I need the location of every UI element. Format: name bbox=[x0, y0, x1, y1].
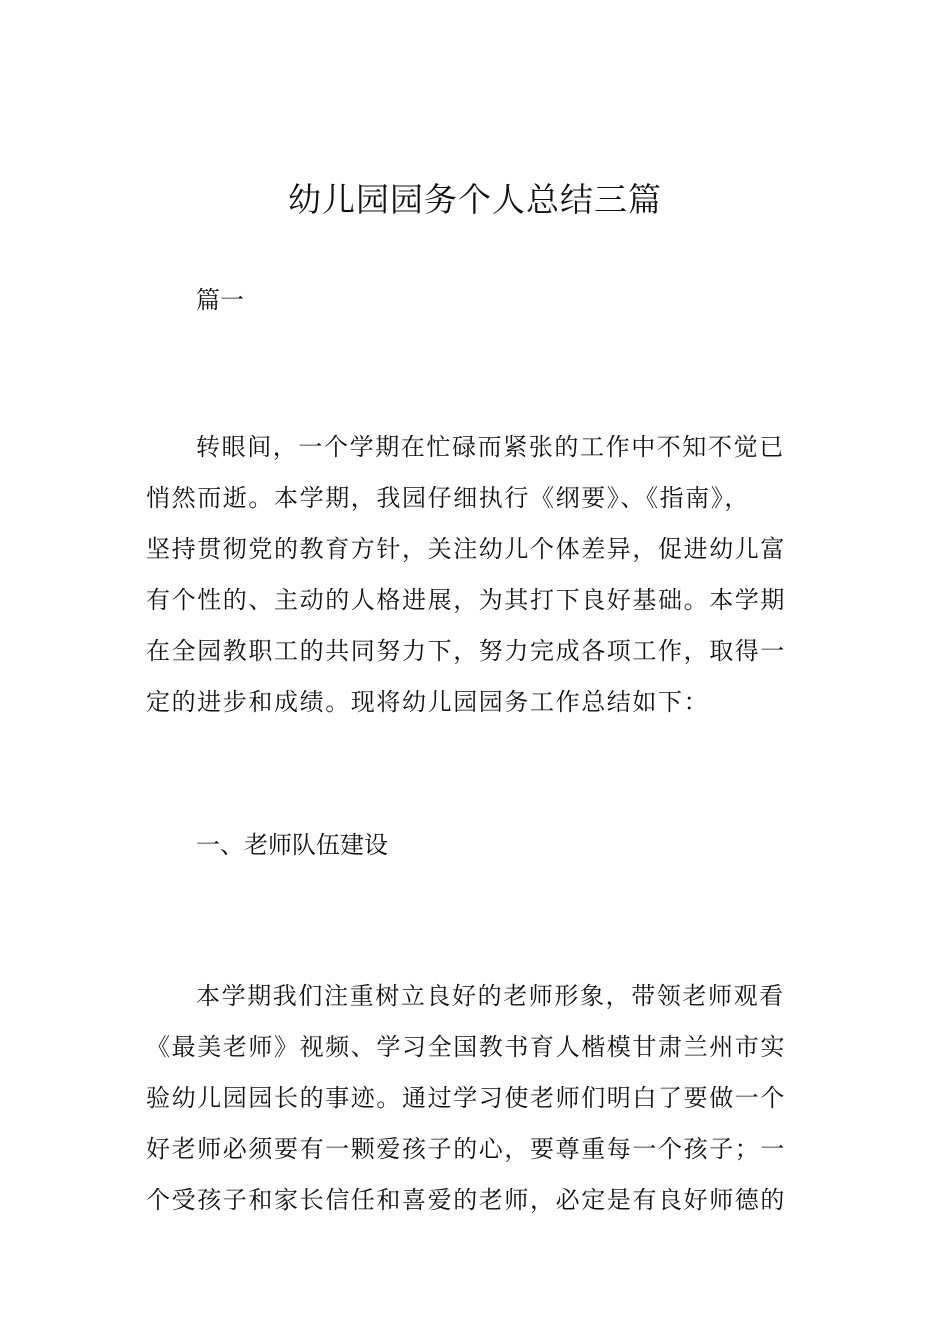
section-heading: 一、老师队伍建设 bbox=[196, 831, 388, 859]
document-title: 幼儿园园务个人总结三篇 bbox=[288, 180, 662, 219]
paragraph-line: 在全园教职工的共同努力下，努力完成各项工作，取得一 bbox=[146, 637, 786, 665]
paragraph-line: 定的进步和成绩。现将幼儿园园务工作总结如下： bbox=[146, 688, 710, 716]
paragraph-line: 坚持贯彻党的教育方针，关注幼儿个体差异，促进幼儿富 bbox=[146, 535, 786, 563]
paragraph-line: 《最美老师》视频、学习全国教书育人楷模甘肃兰州市实 bbox=[146, 1033, 786, 1061]
part-label: 篇一 bbox=[196, 286, 244, 314]
paragraph-teacher-team bbox=[146, 971, 806, 1226]
paragraph-line: 个受孩子和家长信任和喜爱的老师，必定是有良好师德的 bbox=[146, 1186, 786, 1214]
paragraph-line: 悄然而逝。本学期，我园仔细执行《纲要》、《指南》， bbox=[146, 484, 750, 512]
paragraph-line: 有个性的、主动的人格进展，为其打下良好基础。本学期 bbox=[146, 586, 786, 614]
paragraph-line: 本学期我们注重树立良好的老师形象，带领老师观看 bbox=[196, 982, 785, 1010]
paragraph-line: 好老师必须要有一颗爱孩子的心，要尊重每一个孩子；一 bbox=[146, 1135, 786, 1163]
paragraph-intro bbox=[146, 422, 806, 728]
paragraph-line: 转眼间，一个学期在忙碌而紧张的工作中不知不觉已 bbox=[196, 433, 785, 461]
paragraph-line: 验幼儿园园长的事迹。通过学习使老师们明白了要做一个 bbox=[146, 1084, 786, 1112]
